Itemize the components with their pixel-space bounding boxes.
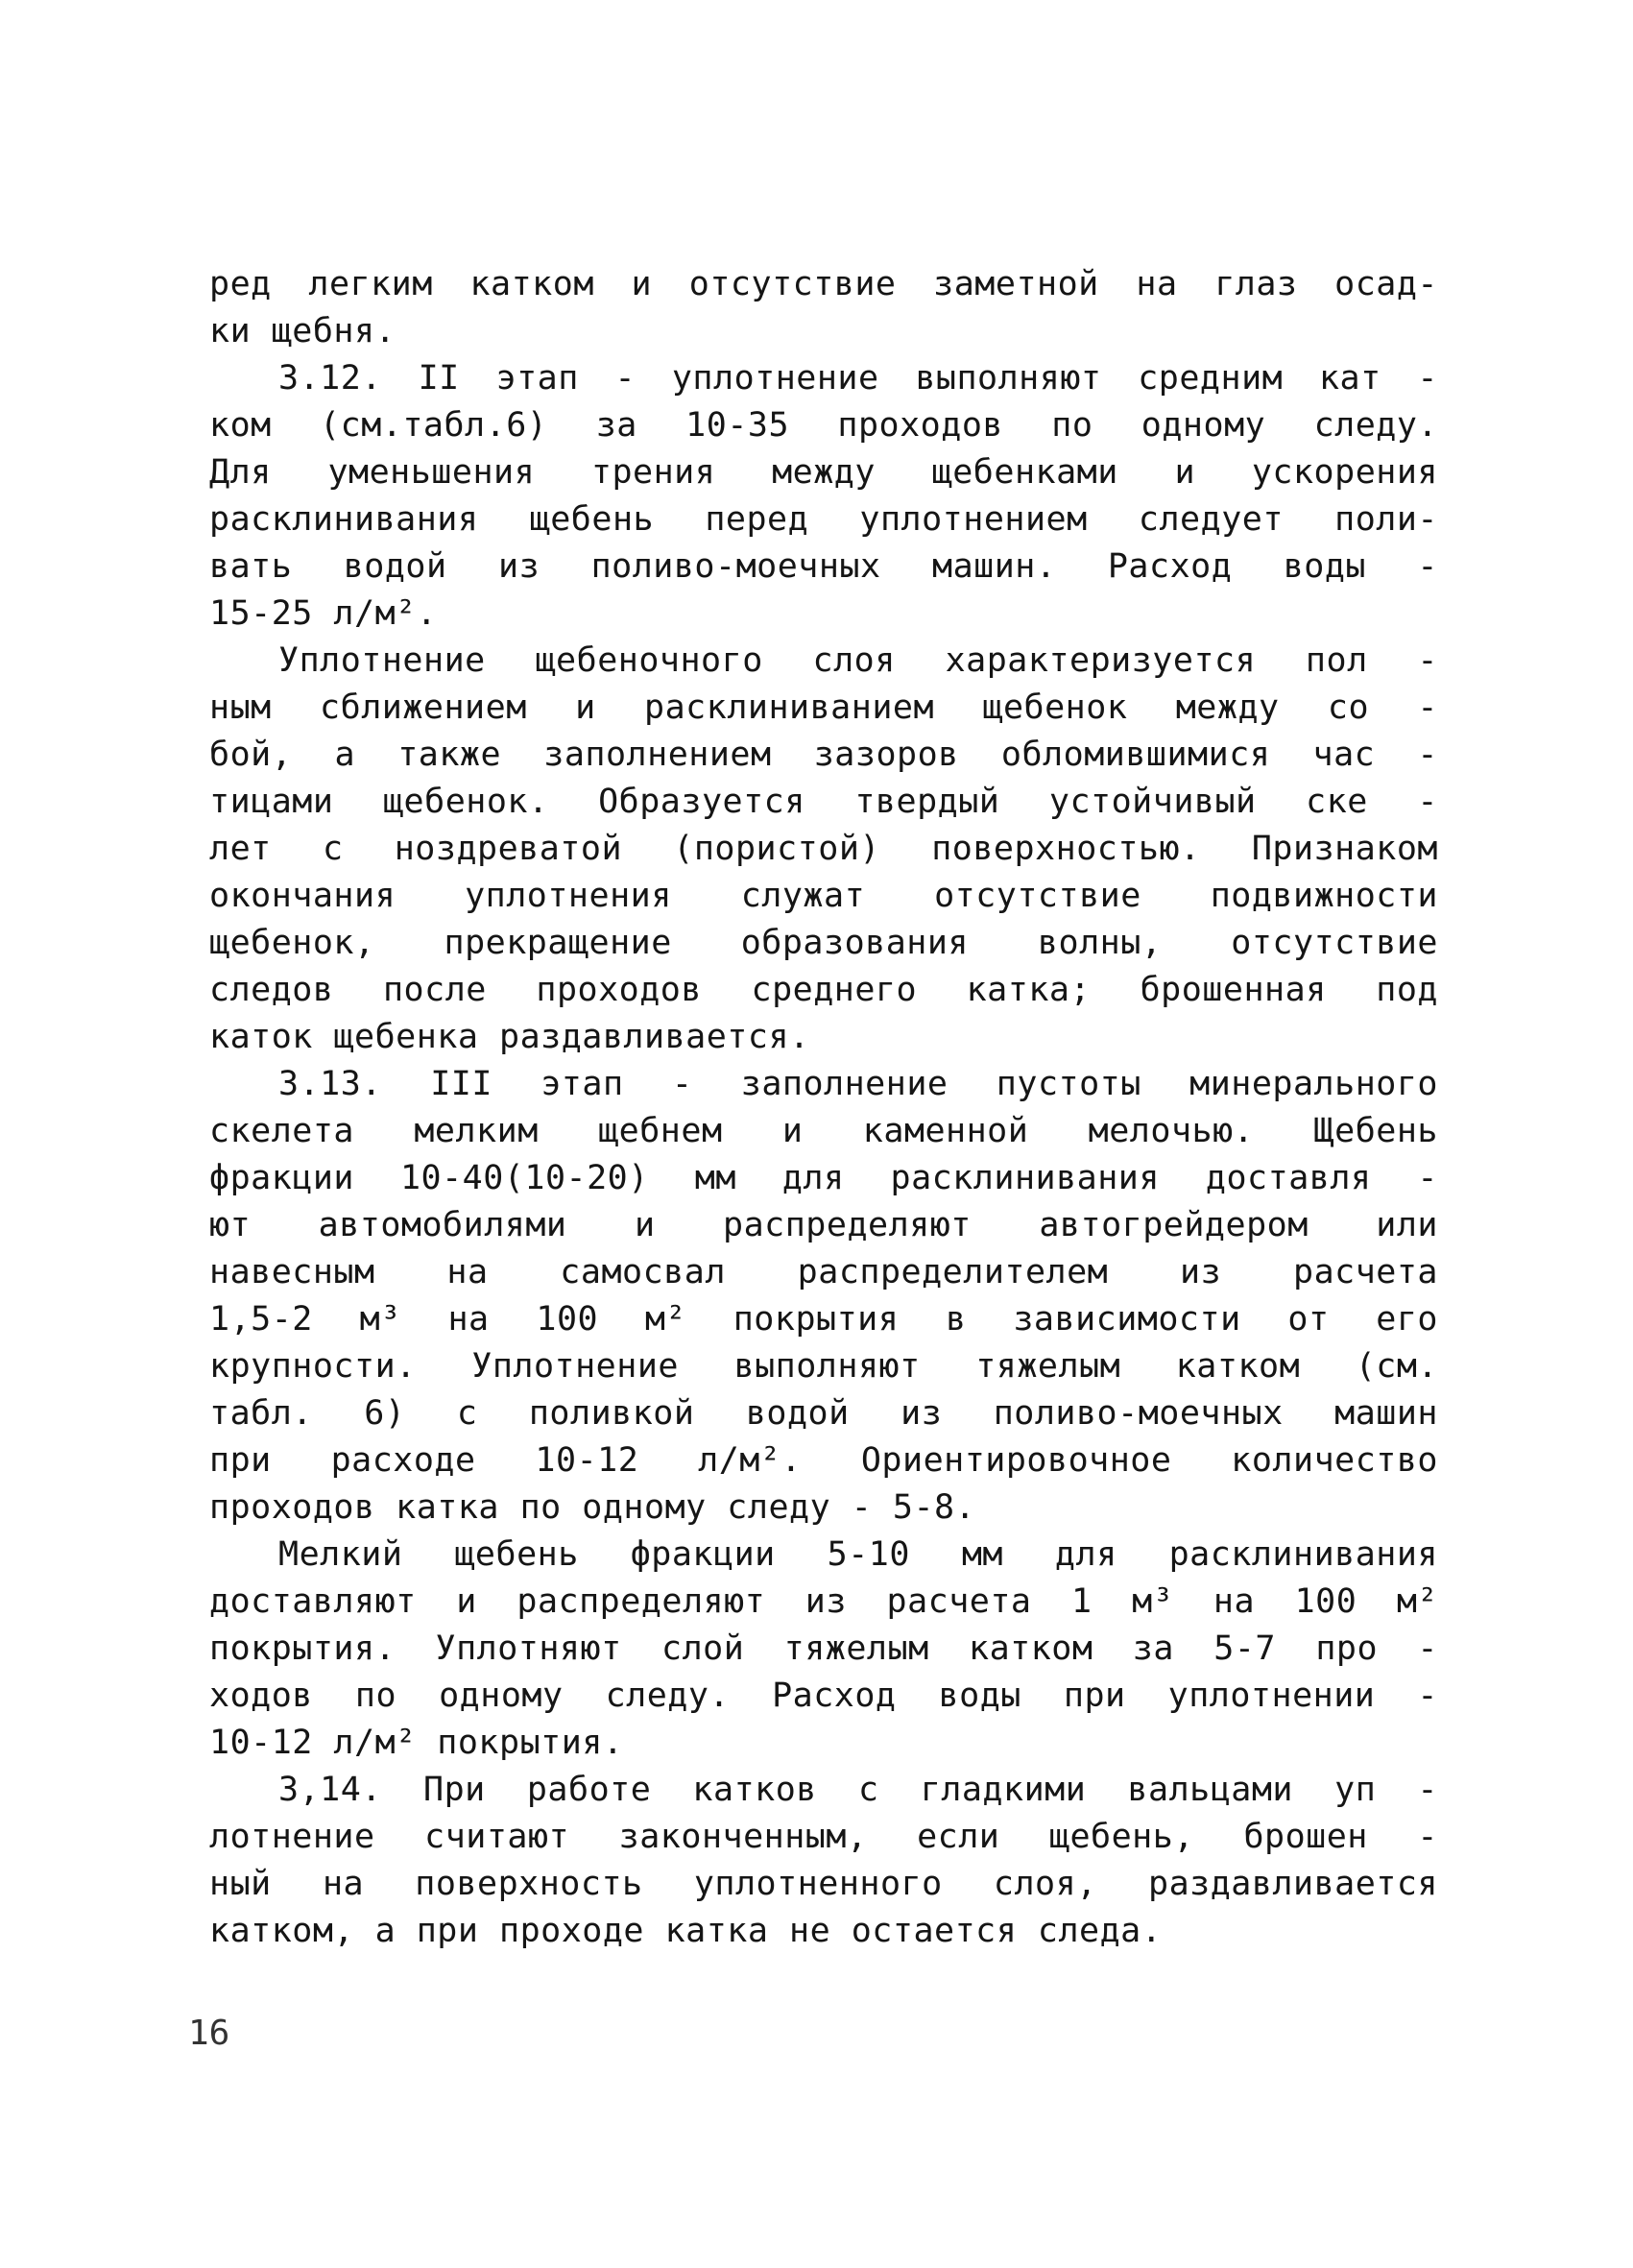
section-3-13-heading-line: 3.13. III этап - заполнение пустоты минерального bbox=[278, 1065, 1438, 1103]
text-line: каток щебенка раздавливается. bbox=[209, 1018, 810, 1056]
text-line: следов после проходов среднего катка; брошенная под bbox=[209, 971, 1438, 1009]
text-line: покрытия. Уплотняют слой тяжелым катком за 5-7 про - bbox=[209, 1629, 1438, 1668]
text-line: лет с ноздреватой (пористой) поверхностью. Признаком bbox=[209, 830, 1438, 868]
text-line: ки щебня. bbox=[209, 312, 396, 350]
text-line: ходов по одному следу. Расход воды при уплотнении - bbox=[209, 1677, 1438, 1715]
text-line: скелета мелким щебнем и каменной мелочью. Щебень bbox=[209, 1112, 1438, 1150]
text-line: расклинивания щебень перед уплотнением следует поли- bbox=[209, 500, 1438, 539]
text-line: окончания уплотнения служат отсутствие подвижности bbox=[209, 877, 1438, 915]
text-line: табл. 6) с поливкой водой из поливо-моечных машин bbox=[209, 1394, 1438, 1433]
text-line: лотнение считают законченным, если щебень, брошен - bbox=[209, 1818, 1438, 1856]
text-line: 10-12 л/м² покрытия. bbox=[209, 1724, 624, 1762]
text-line: Для уменьшения трения между щебенками и ускорения bbox=[209, 453, 1438, 492]
text-line: бой, а также заполнением зазоров обломившимися час - bbox=[209, 736, 1438, 774]
paragraph-start-line: Мелкий щебень фракции 5-10 мм для расклинивания bbox=[278, 1535, 1438, 1574]
paragraph-start-line: Уплотнение щебеночного слоя характеризуется пол - bbox=[278, 641, 1438, 680]
section-3-12-heading-line: 3.12. II этап - уплотнение выполняют средним кат - bbox=[278, 359, 1438, 398]
text-line: навесным на самосвал распределителем из расчета bbox=[209, 1253, 1438, 1291]
text-line: ный на поверхность уплотненного слоя, раздавливается bbox=[209, 1865, 1438, 1903]
text-line: 1,5-2 м³ на 100 м² покрытия в зависимости от его bbox=[209, 1300, 1438, 1339]
text-line: ным сближением и расклиниванием щебенок между со - bbox=[209, 688, 1438, 727]
section-3-14-heading-line: 3,14. При работе катков с гладкими вальцами уп - bbox=[278, 1771, 1438, 1809]
body-text bbox=[209, 261, 1438, 1955]
text-line: при расходе 10-12 л/м². Ориентировочное количество bbox=[209, 1441, 1438, 1480]
text-line: доставляют и распределяют из расчета 1 м³ на 100 м² bbox=[209, 1582, 1438, 1621]
text-line: тицами щебенок. Образуется твердый устойчивый ске - bbox=[209, 783, 1438, 821]
text-line: 15-25 л/м². bbox=[209, 594, 438, 633]
page-number: 16 bbox=[188, 2014, 230, 2053]
text-line: вать водой из поливо-моечных машин. Расход воды - bbox=[209, 547, 1438, 586]
text-line: проходов катка по одному следу - 5-8. bbox=[209, 1488, 976, 1527]
text-line: щебенок, прекращение образования волны, отсутствие bbox=[209, 924, 1438, 962]
text-line: ком (см.табл.6) за 10-35 проходов по одному следу. bbox=[209, 406, 1438, 445]
text-line: катком, а при проходе катка не остается следа. bbox=[209, 1912, 1163, 1950]
text-line: крупности. Уплотнение выполняют тяжелым катком (см. bbox=[209, 1347, 1438, 1386]
text-line: ред легким катком и отсутствие заметной на глаз осад- bbox=[209, 265, 1438, 303]
text-line: фракции 10-40(10-20) мм для расклинивания доставля - bbox=[209, 1159, 1438, 1197]
text-line: ют автомобилями и распределяют автогрейдером или bbox=[209, 1206, 1438, 1244]
